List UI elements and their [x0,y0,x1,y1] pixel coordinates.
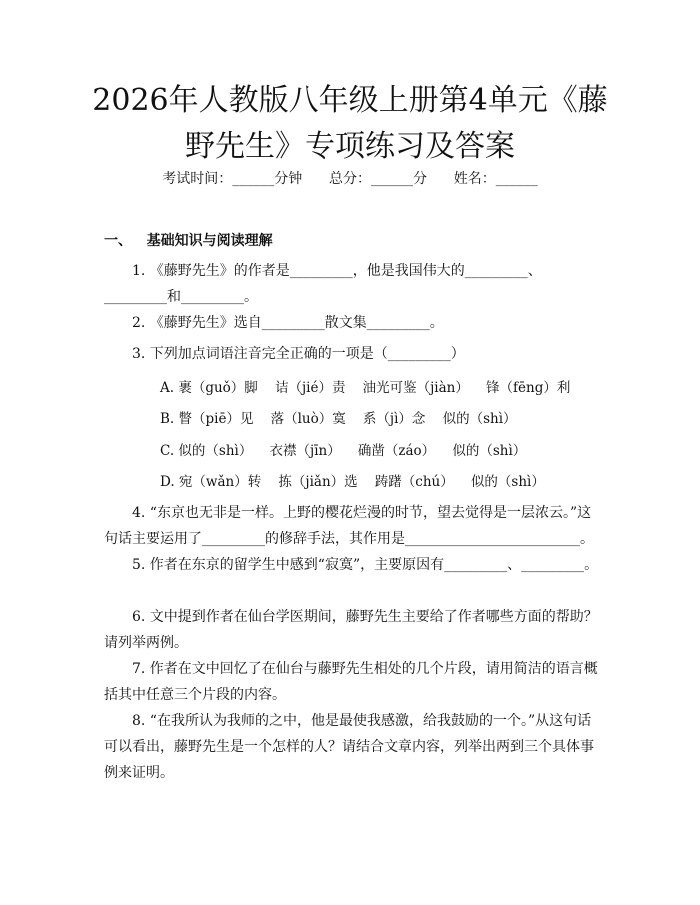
exam-meta-line: 考试时间：______分钟 总分：______分 姓名：______ [162,171,538,187]
question-3-option-a: A. 裹（guǒ）脚 诘（jié）责 油光可鉴（jiàn） 锋（fēng）利 [160,380,571,396]
document-title: 2026年人教版八年级上册第4单元《藤野先生》专项练习及答案 [92,83,608,164]
question-3: 3. 下列加点词语注音完全正确的一项是（_________） [132,346,465,362]
question-7: 7. 作者在文中回忆了在仙台与藤野先生相处的几个片段，请用简洁的语言概括其中任意三个片段的内容。 [104,661,598,703]
question-3-option-c: C. 似的（shì） 衣襟（jīn） 确凿（záo） 似的（shì） [160,443,527,459]
question-2: 2. 《藤野先生》选自_________散文集_________。 [132,315,444,331]
section-heading: 一、 基础知识与阅读理解 [104,233,273,249]
question-4: 4. “东京也无非是一样。上野的樱花烂漫的时节，望去觉得是一层浓云。”这句话主要运用了_________的修辞手法，其作用是_________________________。 [104,505,594,547]
question-1: 1. 《藤野先生》的作者是_________，他是我国伟大的_________、_________和_________。 [104,263,542,305]
question-3-option-b: B. 瞥（piē）见 落（luò）寞 系（jì）念 似的（shì） [160,411,517,427]
question-6: 6. 文中提到作者在仙台学医期间，藤野先生主要给了作者哪些方面的帮助？请列举两例。 [104,609,598,651]
question-8: 8. “在我所认为我师的之中，他是最使我感激，给我鼓励的一个。”从这句话可以看出，藤野先生是一个怎样的人？请结合文章内容，列举出两到三个具体事例来证明。 [104,713,594,781]
question-3-option-d: D. 宛（wǎn）转 拣（jiǎn）选 踌躇（chú） 似的（shì） [160,474,545,490]
question-5: 5. 作者在东京的留学生中感到“寂寞”，主要原因有_________、_________。 [132,557,599,573]
